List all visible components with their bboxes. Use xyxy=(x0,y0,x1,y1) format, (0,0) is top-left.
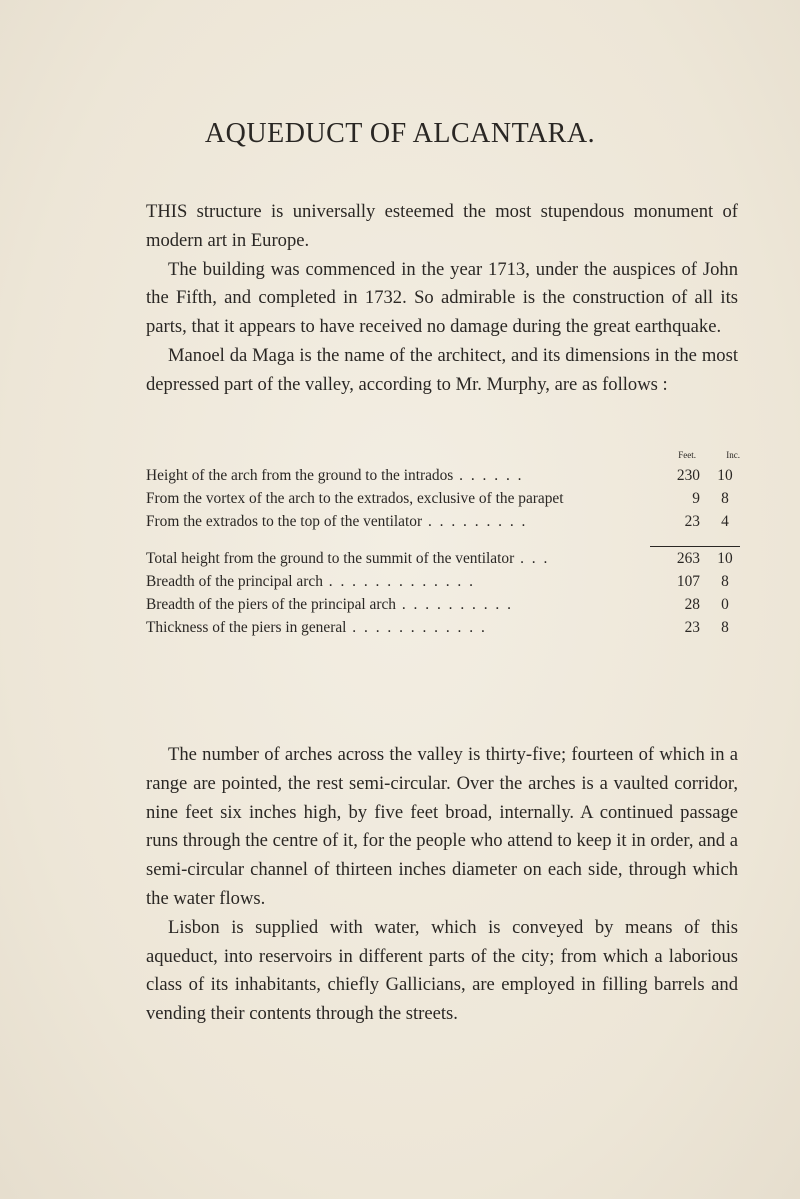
row-inches: 8 xyxy=(721,573,729,590)
table-header xyxy=(146,450,740,464)
row-inches: 10 xyxy=(717,467,733,484)
closing-text xyxy=(146,741,738,1029)
table-row xyxy=(146,510,740,533)
page-title: AQUEDUCT OF ALCANTARA. xyxy=(204,118,596,149)
row-label: Thickness of the piers in general . . . . . . . . . . . . xyxy=(146,619,487,636)
row-inches: 8 xyxy=(721,619,729,636)
row-inches: 8 xyxy=(721,490,729,507)
row-label: From the vortex of the arch to the extrados, exclusive of the parapet xyxy=(146,490,564,507)
row-inches: 10 xyxy=(717,550,733,567)
row-feet: 230 xyxy=(676,467,700,484)
table-row xyxy=(146,487,740,510)
row-feet: 263 xyxy=(676,550,700,567)
row-feet: 23 xyxy=(684,619,700,636)
table-row-total xyxy=(146,547,740,570)
row-label: Height of the arch from the ground to the intrados . . . . . . xyxy=(146,467,524,484)
row-label: Total height from the ground to the summit of the ventilator . . . xyxy=(146,550,550,567)
feet-column-header: Feet. xyxy=(678,450,696,460)
row-feet: 9 xyxy=(692,490,700,507)
paragraph: The building was commenced in the year 1713, under the auspices of John the Fifth, and completed in 1732. So admirable is the construction of all its parts, that it appears to have received no damage during the great earthquake. xyxy=(146,258,738,338)
table-row xyxy=(146,570,740,593)
dimensions-table xyxy=(146,450,740,639)
row-label: Breadth of the piers of the principal arch . . . . . . . . . . xyxy=(146,596,513,613)
row-feet: 28 xyxy=(684,596,700,613)
paragraph: Manoel da Maga is the name of the architect, and its dimensions in the most depressed part of the valley, according to Mr. Murphy, are as follows : xyxy=(146,344,738,395)
row-label: From the extrados to the top of the ventilator . . . . . . . . . xyxy=(146,513,528,530)
row-feet: 107 xyxy=(676,573,700,590)
paragraph: The number of arches across the valley is thirty-five; fourteen of which in a range are pointed, the rest semi-circular. Over the arches is a vaulted corridor, nine feet six inches high, by five feet broad, internally. A continued passage runs through the centre of it, for the people who attend to keep it in order, and a semi-circular channel of thirteen inches diameter on each side, through which the water flows. xyxy=(146,744,738,909)
intro-text xyxy=(146,198,738,400)
paragraph: THIS structure is universally esteemed the most stupendous monument of modern art in Europe. xyxy=(146,201,738,251)
table-row xyxy=(146,464,740,487)
table-gap xyxy=(146,533,740,547)
row-inches: 0 xyxy=(721,596,729,613)
row-inches: 4 xyxy=(721,513,729,530)
table-row xyxy=(146,593,740,616)
inches-column-header: Inc. xyxy=(726,450,740,460)
paragraph: Lisbon is supplied with water, which is conveyed by means of this aqueduct, into reservoirs in different parts of the city; from which a laborious class of its inhabitants, chiefly Gallicians, are employed in filling barrels and vending their contents through the streets. xyxy=(146,916,738,1025)
row-label: Breadth of the principal arch . . . . . . . . . . . . . xyxy=(146,573,475,590)
row-feet: 23 xyxy=(684,513,700,530)
table-row xyxy=(146,616,740,639)
